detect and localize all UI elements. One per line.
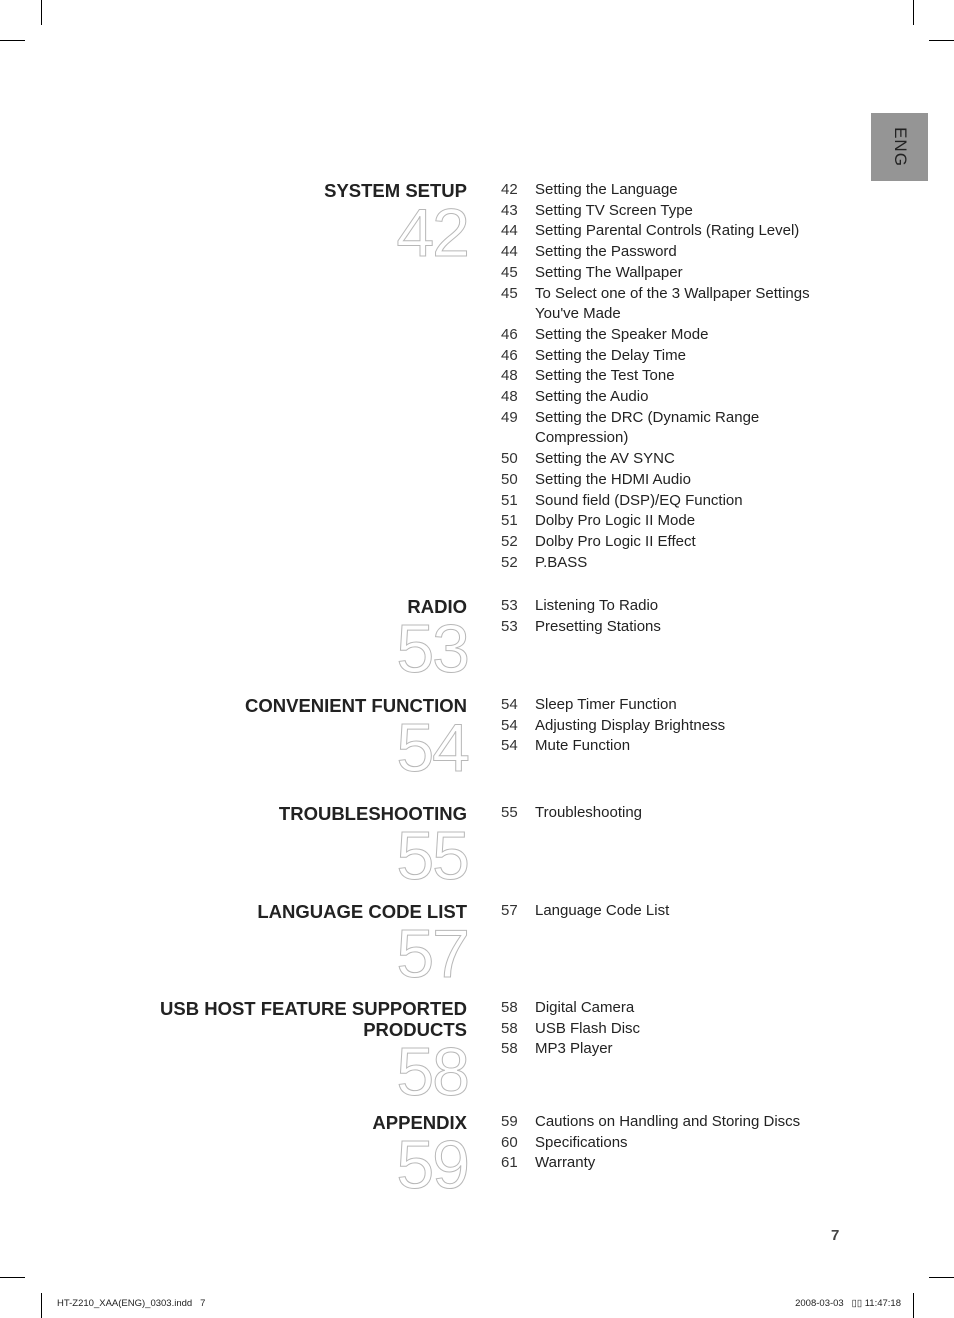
entry-title: Language Code List [535, 902, 670, 919]
toc-entry[interactable] [501, 263, 810, 284]
entry-list [501, 180, 810, 573]
section-start-page: 59 [396, 1127, 468, 1203]
entry-page: 44 [501, 243, 518, 261]
crop-mark [0, 40, 25, 41]
entry-page: 46 [501, 346, 518, 364]
entry-title: MP3 Player [535, 1040, 613, 1058]
entry-title: P.BASS [535, 553, 588, 571]
section-start-page: 53 [396, 611, 468, 687]
toc-entry[interactable] [501, 1039, 640, 1060]
section-start-page: 54 [396, 710, 468, 786]
toc-entry[interactable] [501, 1112, 800, 1133]
entry-page: 49 [501, 408, 518, 426]
entry-title: Setting the Password [535, 243, 677, 261]
entry-page: 53 [501, 617, 518, 635]
toc-entry[interactable] [501, 201, 810, 222]
section-start-page: 42 [396, 195, 468, 271]
entry-page: 45 [501, 263, 518, 281]
entry-page: 48 [501, 367, 518, 385]
section-start-page: 55 [396, 818, 468, 894]
entry-title: Adjusting Display Brightness [535, 716, 726, 734]
entry-page: 57 [501, 902, 518, 919]
entry-title: Setting the Delay Time [535, 346, 686, 364]
toc-entry[interactable] [501, 596, 661, 617]
toc-entry[interactable] [501, 491, 810, 512]
toc-entry[interactable] [501, 1019, 640, 1040]
toc-entry[interactable] [501, 901, 669, 922]
entry-title: Setting the AV SYNC [535, 450, 675, 468]
entry-page: 54 [501, 737, 518, 755]
entry-page: 50 [501, 470, 518, 488]
entry-title: Setting the HDMI Audio [535, 470, 691, 488]
page-number: 7 [831, 1227, 840, 1244]
entry-page: 52 [501, 532, 518, 550]
toc-entry[interactable] [501, 1153, 800, 1174]
section-start-page: 57 [396, 916, 468, 992]
entry-page: 42 [501, 181, 518, 198]
toc-entry[interactable] [501, 511, 810, 532]
toc-entry[interactable] [501, 553, 810, 574]
toc-entry[interactable] [501, 803, 642, 824]
toc-entry[interactable] [501, 180, 810, 201]
entry-title: Setting Parental Controls (Rating Level) [535, 222, 800, 240]
entry-title: Specifications [535, 1133, 628, 1151]
language-tab [871, 113, 928, 181]
toc-entry[interactable] [501, 716, 725, 737]
toc-entry[interactable] [501, 242, 810, 263]
toc-entry[interactable] [501, 221, 810, 242]
crop-mark [913, 0, 914, 25]
toc-entry[interactable] [501, 284, 810, 325]
crop-mark [0, 1277, 25, 1278]
entry-title: Setting the Language [535, 181, 678, 198]
entry-page: 46 [501, 325, 518, 343]
entry-page: 58 [501, 999, 518, 1016]
crop-mark [929, 40, 954, 41]
entry-page: 58 [501, 1040, 518, 1058]
entry-page: 51 [501, 491, 518, 509]
entry-title: Setting the DRC (Dynamic Range Compression) [535, 408, 760, 447]
entry-page: 54 [501, 716, 518, 734]
section-heading: SYSTEM SETUP [324, 180, 467, 201]
entry-title: Presetting Stations [535, 617, 661, 635]
crop-mark [41, 0, 42, 25]
entry-title: Warranty [535, 1154, 596, 1172]
entry-list [501, 1112, 800, 1174]
entry-page: 60 [501, 1133, 518, 1151]
toc-entry[interactable] [501, 449, 810, 470]
entry-page: 43 [501, 201, 518, 219]
section-heading: TROUBLESHOOTING [278, 803, 467, 824]
entry-page: 55 [501, 804, 518, 821]
crop-mark [913, 1293, 914, 1318]
entry-title: Setting the Speaker Mode [535, 325, 709, 343]
section-heading: CONVENIENT FUNCTION [245, 695, 467, 716]
toc-entry[interactable] [501, 1133, 800, 1154]
entry-list [501, 803, 642, 824]
entry-title: Sleep Timer Function [535, 696, 677, 713]
toc-entry[interactable] [501, 366, 810, 387]
toc-entry[interactable] [501, 617, 661, 638]
toc-entry[interactable] [501, 470, 810, 491]
entry-page: 61 [501, 1154, 518, 1172]
entry-title: Digital Camera [535, 999, 635, 1016]
entry-page: 54 [501, 696, 518, 713]
entry-page: 44 [501, 222, 518, 240]
entry-title: Sound field (DSP)/EQ Function [535, 491, 743, 509]
entry-title: Dolby Pro Logic II Mode [535, 512, 696, 530]
section-start-page: 58 [396, 1034, 468, 1110]
entry-title: Troubleshooting [535, 804, 643, 821]
footer-timestamp: 2008-03-03 ▯▯ 11:47:18 [795, 1298, 901, 1309]
section-heading: APPENDIX [372, 1112, 467, 1133]
entry-title: Setting the Test Tone [535, 367, 675, 385]
toc-entry[interactable] [501, 736, 725, 757]
language-tab-label: ENG [890, 127, 910, 167]
entry-title: Listening To Radio [535, 597, 659, 614]
entry-title: USB Flash Disc [535, 1019, 641, 1037]
section-heading: USB HOST FEATURE SUPPORTED PRODUCTS [160, 998, 467, 1040]
toc-entry[interactable] [501, 532, 810, 553]
entry-list [501, 695, 725, 757]
entry-page: 48 [501, 388, 518, 406]
entry-page: 45 [501, 284, 518, 302]
entry-title: Setting The Wallpaper [535, 263, 683, 281]
section-heading: RADIO [407, 596, 467, 617]
entry-title: Mute Function [535, 737, 631, 755]
entry-page: 50 [501, 450, 518, 468]
toc-entry[interactable] [501, 998, 640, 1019]
footer-file: HT-Z210_XAA(ENG)_0303.indd 7 [57, 1298, 206, 1309]
toc-entry[interactable] [501, 408, 810, 449]
entry-title: Dolby Pro Logic II Effect [535, 532, 696, 550]
entry-page: 52 [501, 553, 518, 571]
entry-list [501, 998, 640, 1060]
entry-page: 51 [501, 512, 518, 530]
entry-title: Setting TV Screen Type [535, 201, 693, 219]
entry-title: To Select one of the 3 Wallpaper Settings You've Made [535, 284, 810, 323]
toc-entry[interactable] [501, 346, 810, 367]
crop-mark [41, 1293, 42, 1318]
toc-entry[interactable] [501, 695, 725, 716]
entry-page: 58 [501, 1019, 518, 1037]
toc-entry[interactable] [501, 387, 810, 408]
entry-page: 59 [501, 1113, 518, 1130]
section-heading: LANGUAGE CODE LIST [257, 901, 467, 922]
entry-page: 53 [501, 597, 518, 614]
entry-title: Setting the Audio [535, 388, 649, 406]
entry-list [501, 596, 661, 637]
entry-title: Cautions on Handling and Storing Discs [535, 1113, 801, 1130]
crop-mark [929, 1277, 954, 1278]
entry-list [501, 901, 669, 922]
toc-entry[interactable] [501, 325, 810, 346]
